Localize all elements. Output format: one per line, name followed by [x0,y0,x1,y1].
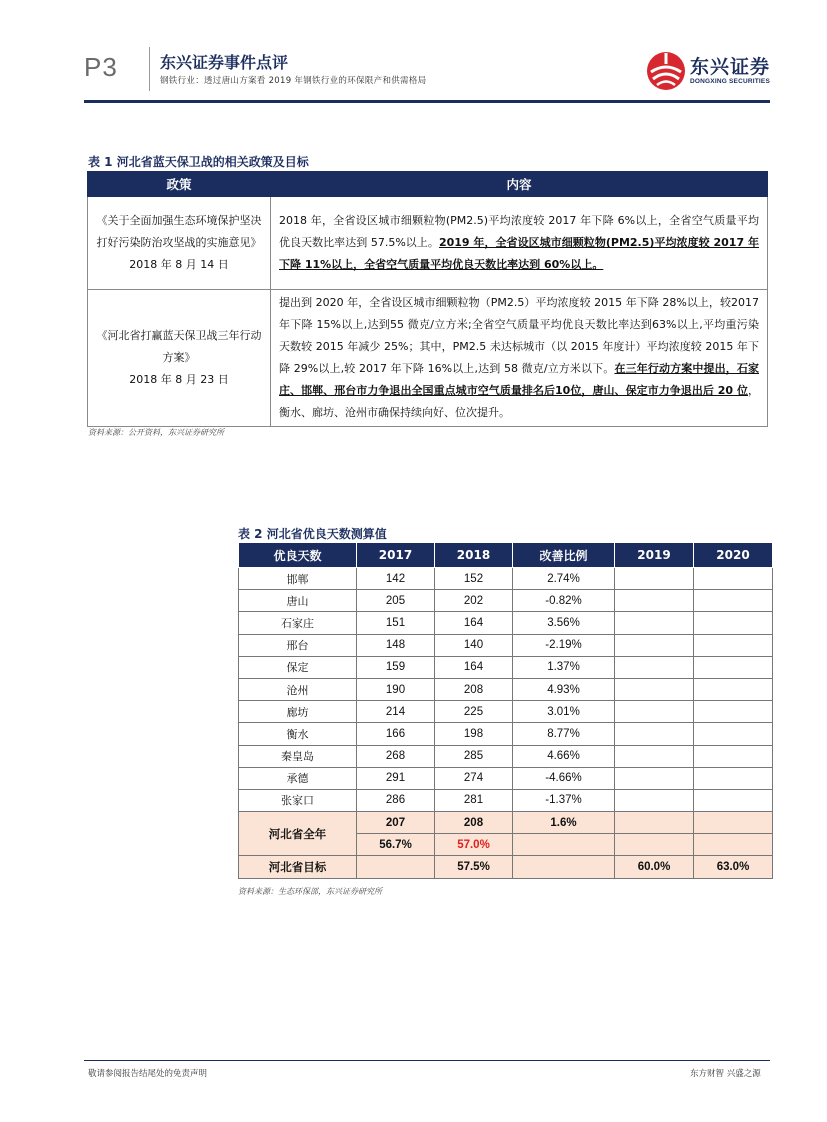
table-row [239,789,773,811]
value-2017: 268 [357,745,435,767]
value-2017: 148 [357,634,435,656]
target-2020: 63.0% [694,856,773,878]
table-row [239,678,773,700]
policy-date: 2018 年 8 月 14 日 [129,258,229,271]
value-2017: 205 [357,590,435,612]
value-2018: 281 [435,789,513,811]
target-label: 河北省目标 [239,856,357,878]
improvement-ratio: 4.66% [513,745,615,767]
city-name: 邢台 [239,634,357,656]
city-name: 衡水 [239,723,357,745]
table-row [88,197,768,290]
value-2019 [615,590,694,612]
value-2019 [615,678,694,700]
value-2017: 151 [357,612,435,634]
value-2020 [694,678,773,700]
province-rate-2020 [694,834,773,856]
province-label: 河北省全年 [239,812,357,856]
value-2017: 190 [357,678,435,700]
policy-cell [88,290,271,427]
value-2019 [615,789,694,811]
table-row [239,590,773,612]
province-2019 [615,812,694,834]
column-header-2020: 2020 [694,543,773,568]
table2-caption: 表 2 河北省优良天数测算值 [238,527,387,541]
page-number: P3 [84,52,118,82]
content-text: 2018 年，全省设区城市细颗粒物(PM2.5)平均浓度较 2017 年下降 6%以上，全省空气质量平均优良天数比率达到 57.5%以上。 [279,214,759,249]
table-row [239,745,773,767]
province-ratio: 1.6% [513,812,615,834]
value-2019 [615,656,694,678]
value-2019 [615,612,694,634]
table-header-row [88,172,768,197]
province-2018-rate: 57.0% [435,834,513,856]
value-2019 [615,723,694,745]
target-2019: 60.0% [615,856,694,878]
column-header-2019: 2019 [615,543,694,568]
city-name: 秦皇岛 [239,745,357,767]
good-days-table [238,542,773,879]
policy-date: 2018 年 8 月 23 日 [129,373,229,386]
improvement-ratio: 1.37% [513,656,615,678]
value-2019 [615,634,694,656]
value-2020 [694,634,773,656]
province-2018-days: 208 [435,812,513,834]
table-row [239,656,773,678]
table1-source: 资料来源：公开资料，东兴证券研究所 [88,428,224,437]
city-name: 唐山 [239,590,357,612]
table-row [239,634,773,656]
value-2018: 152 [435,568,513,590]
value-2020 [694,767,773,789]
column-header-content: 内容 [271,172,768,197]
value-2018: 208 [435,678,513,700]
good-days-table-body [239,568,773,879]
value-2018: 164 [435,612,513,634]
improvement-ratio: -1.37% [513,789,615,811]
value-2017: 166 [357,723,435,745]
value-2020 [694,612,773,634]
table2-source: 资料来源：生态环保部，东兴证券研究所 [238,887,382,896]
policy-table [87,171,768,427]
content-tail: ，衡水、廊坊、沧州市确保持续向好、位次提升。 [279,384,759,419]
value-2018: 225 [435,701,513,723]
value-2020 [694,701,773,723]
policy-name: 《河北省打赢蓝天保卫战三年行动方案》 [96,329,262,364]
logo-english-name: DONGXING SECURITIES [690,78,771,85]
province-rate-2019 [615,834,694,856]
value-2019 [615,745,694,767]
city-name: 石家庄 [239,612,357,634]
city-name: 承德 [239,767,357,789]
value-2020 [694,789,773,811]
city-name: 保定 [239,656,357,678]
content-cell [271,290,768,427]
value-2020 [694,723,773,745]
content-cell [271,197,768,290]
column-header-improvement: 改善比例 [513,543,615,568]
column-header-2018: 2018 [435,543,513,568]
city-name: 廊坊 [239,701,357,723]
content-highlight: 在三年行动方案中提出，石家庄、邯郸、邢台市力争退出全国重点城市空气质量排名后10位，唐山、保定市力争退出后 20 位 [279,362,760,397]
policy-name: 《关于全面加强生态环境保护坚决打好污染防治攻坚战的实施意见》 [96,214,262,249]
province-rate-ratio [513,834,615,856]
column-header-policy: 政策 [88,172,271,197]
table-row [239,767,773,789]
value-2017: 214 [357,701,435,723]
city-name: 沧州 [239,678,357,700]
improvement-ratio: 8.77% [513,723,615,745]
value-2018: 140 [435,634,513,656]
improvement-ratio: 2.74% [513,568,615,590]
value-2020 [694,745,773,767]
footer-disclaimer: 敬请参阅报告结尾处的免责声明 [88,1069,208,1079]
improvement-ratio: -2.19% [513,634,615,656]
value-2020 [694,590,773,612]
target-2017 [357,856,435,878]
city-name: 张家口 [239,789,357,811]
value-2019 [615,701,694,723]
value-2020 [694,568,773,590]
improvement-ratio: 3.56% [513,612,615,634]
value-2018: 274 [435,767,513,789]
content-text: 提出到 2020 年，全省设区城市细颗粒物（PM2.5）平均浓度较 2015 年下降 28%以上，较2017 年下降 15%以上,达到55 微克/立方米;全省空气质量平均优良天数比率达到63%以上,平均重污染天数较 2015 年减少 25%；其中，PM2.5 未达标城市（以 2015 年度计）平均浓度较 2015 年下降 29%以上,较 2017 年下降 16%以上,达到 58 微克/立方米以下。 [279,296,759,375]
header-rule [84,100,770,103]
value-2018: 164 [435,656,513,678]
table1-caption: 表 1 河北省蓝天保卫战的相关政策及目标 [88,155,309,169]
table-row [239,701,773,723]
province-row [239,812,773,834]
value-2018: 285 [435,745,513,767]
value-2017: 291 [357,767,435,789]
policy-cell [88,197,271,290]
province-2017-rate: 56.7% [357,834,435,856]
target-2018: 57.5% [435,856,513,878]
value-2017: 286 [357,789,435,811]
province-2017-days: 207 [357,812,435,834]
table-row [239,612,773,634]
improvement-ratio: 3.01% [513,701,615,723]
improvement-ratio: -4.66% [513,767,615,789]
value-2017: 159 [357,656,435,678]
improvement-ratio: 4.93% [513,678,615,700]
table-row [88,290,768,427]
value-2019 [615,568,694,590]
value-2017: 142 [357,568,435,590]
value-2018: 198 [435,723,513,745]
report-subtitle: 钢铁行业：透过唐山方案看 2019 年钢铁行业的环保限产和供需格局 [160,76,427,86]
footer-rule [84,1060,770,1061]
column-header-good-days: 优良天数 [239,543,357,568]
table-row [239,568,773,590]
column-header-2017: 2017 [357,543,435,568]
table-header-row [239,543,773,568]
improvement-ratio: -0.82% [513,590,615,612]
table-row [239,723,773,745]
value-2020 [694,656,773,678]
target-row [239,856,773,878]
footer-slogan: 东方财智 兴盛之源 [690,1069,761,1079]
province-2020 [694,812,773,834]
value-2019 [615,767,694,789]
city-name: 邯郸 [239,568,357,590]
content-highlight: 2019 年，全省设区城市细颗粒物(PM2.5)平均浓度较 2017 年下降 11%以上，全省空气质量平均优良天数比率达到 60%以上。 [279,236,759,271]
target-ratio [513,856,615,878]
report-title: 东兴证券事件点评 [160,53,289,72]
logo-chinese-name: 东兴证券 [690,56,771,78]
value-2018: 202 [435,590,513,612]
header-separator [149,47,150,91]
